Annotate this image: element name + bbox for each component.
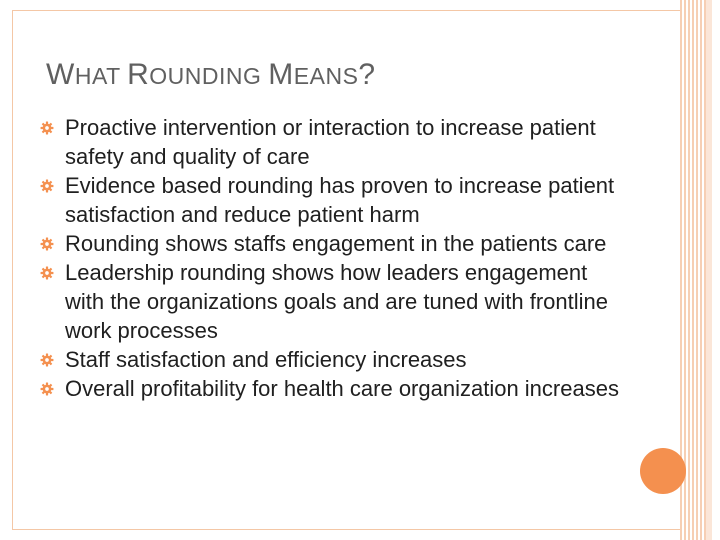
bullet-text: Rounding shows staffs engagement in the patients care xyxy=(65,231,607,256)
bullet-text: Leadership rounding shows how leaders engagement with the organizations goals and are tuned with frontline work processes xyxy=(65,260,609,343)
title-segment: R xyxy=(127,58,150,91)
slide-title xyxy=(46,58,376,92)
title-segment: EANS xyxy=(293,63,359,89)
title-segment: W xyxy=(46,58,75,91)
gear-icon xyxy=(40,121,54,135)
title-segment: ? xyxy=(358,58,376,91)
gear-icon xyxy=(40,179,54,193)
title-segment: M xyxy=(268,58,294,91)
bullet-text: Proactive intervention or interaction to increase patient safety and quality of care xyxy=(65,115,596,169)
bullet-item xyxy=(40,258,630,345)
title-segment: OUNDING xyxy=(149,63,269,89)
bullet-item xyxy=(40,171,630,229)
bullet-item xyxy=(40,345,630,374)
title-segment: HAT xyxy=(74,63,128,89)
bullet-list xyxy=(40,113,630,403)
decorative-circle xyxy=(640,448,686,494)
gear-icon xyxy=(40,237,54,251)
decorative-edge xyxy=(706,0,712,540)
bullet-text: Overall profitability for health care organization increases xyxy=(65,376,619,401)
decorative-stripe-band xyxy=(680,0,706,540)
bullet-item xyxy=(40,113,630,171)
gear-icon xyxy=(40,353,54,367)
bullet-text: Evidence based rounding has proven to increase patient satisfaction and reduce patient harm xyxy=(65,173,615,227)
bullet-item xyxy=(40,374,630,403)
gear-icon xyxy=(40,266,54,280)
gear-icon xyxy=(40,382,54,396)
bullet-text: Staff satisfaction and efficiency increases xyxy=(65,347,467,372)
bullet-item xyxy=(40,229,630,258)
